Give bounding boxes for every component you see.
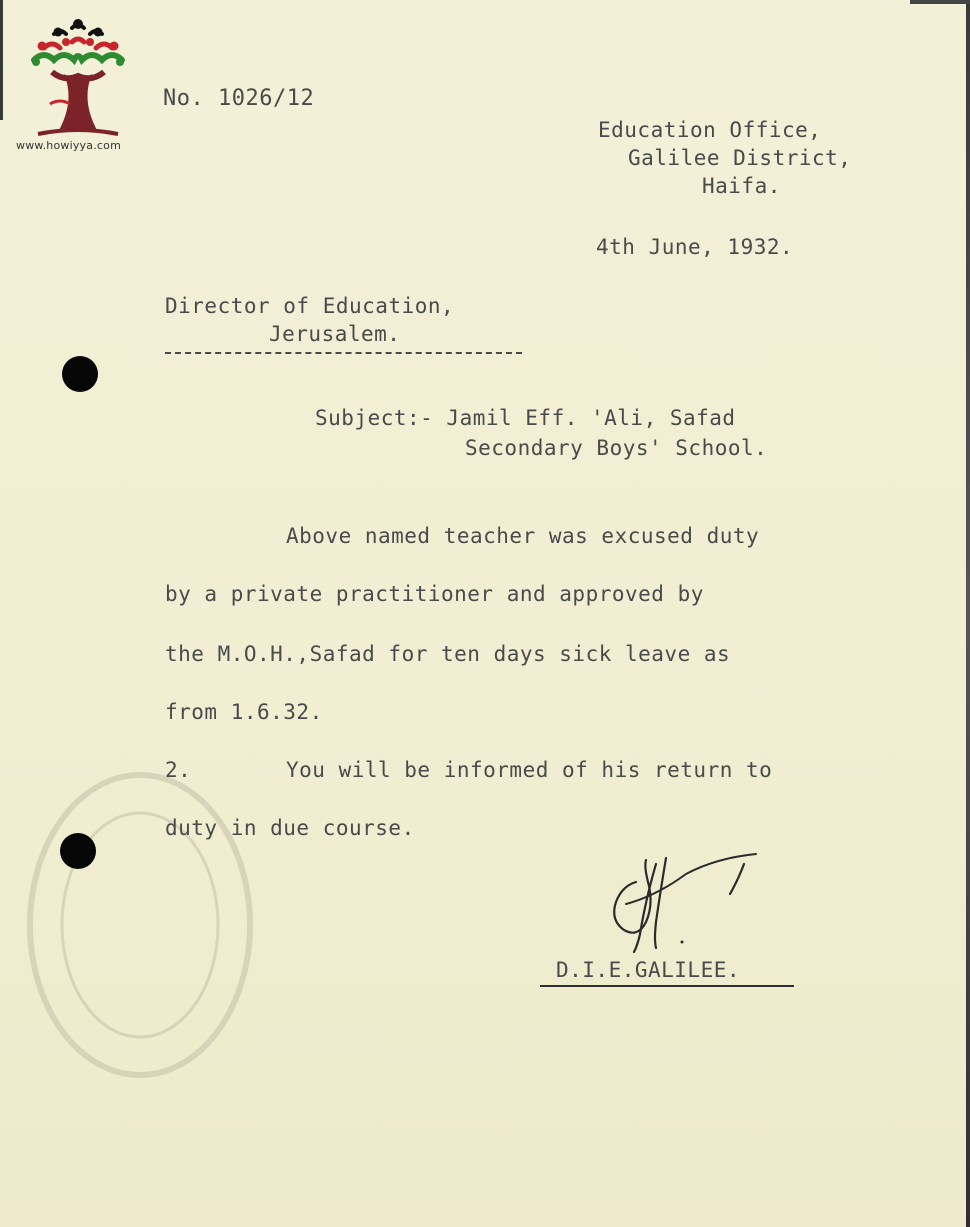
addressee-city: Jerusalem.	[269, 322, 401, 346]
addressee-title: Director of Education,	[165, 294, 455, 318]
sender-office: Education Office,	[598, 118, 822, 142]
handwritten-signature-icon	[596, 852, 766, 957]
body-line-5: You will be informed of his return to	[286, 758, 773, 782]
sender-district: Galilee District,	[628, 146, 852, 170]
signature-underline	[540, 985, 794, 987]
page-edge-top	[910, 0, 970, 4]
signatory-title: D.I.E.GALILEE.	[556, 958, 741, 982]
subject-line-2: Secondary Boys' School.	[465, 436, 768, 460]
reference-number: No. 1026/12	[163, 86, 315, 111]
addressee-underline	[165, 352, 522, 354]
sender-city: Haifa.	[702, 174, 781, 198]
howiyya-logo-icon	[14, 16, 142, 156]
body-line-1: Above named teacher was excused duty	[286, 524, 760, 548]
body-line-2: by a private practitioner and approved by	[165, 582, 704, 606]
paragraph-number: 2.	[165, 758, 192, 782]
punch-hole-top	[62, 356, 98, 392]
punch-hole-bottom	[60, 833, 96, 869]
body-line-3: the M.O.H.,Safad for ten days sick leave as	[165, 642, 731, 666]
body-line-4: from 1.6.32.	[165, 700, 323, 724]
page-edge-left	[0, 0, 3, 120]
letter-date: 4th June, 1932.	[596, 235, 794, 259]
page-edge-right	[966, 0, 970, 1227]
faded-stamp-icon	[20, 760, 260, 1090]
body-line-6: duty in due course.	[165, 816, 415, 840]
logo-url: www.howiyya.com	[16, 139, 121, 152]
subject-line-1: Subject:- Jamil Eff. 'Ali, Safad	[315, 406, 736, 430]
